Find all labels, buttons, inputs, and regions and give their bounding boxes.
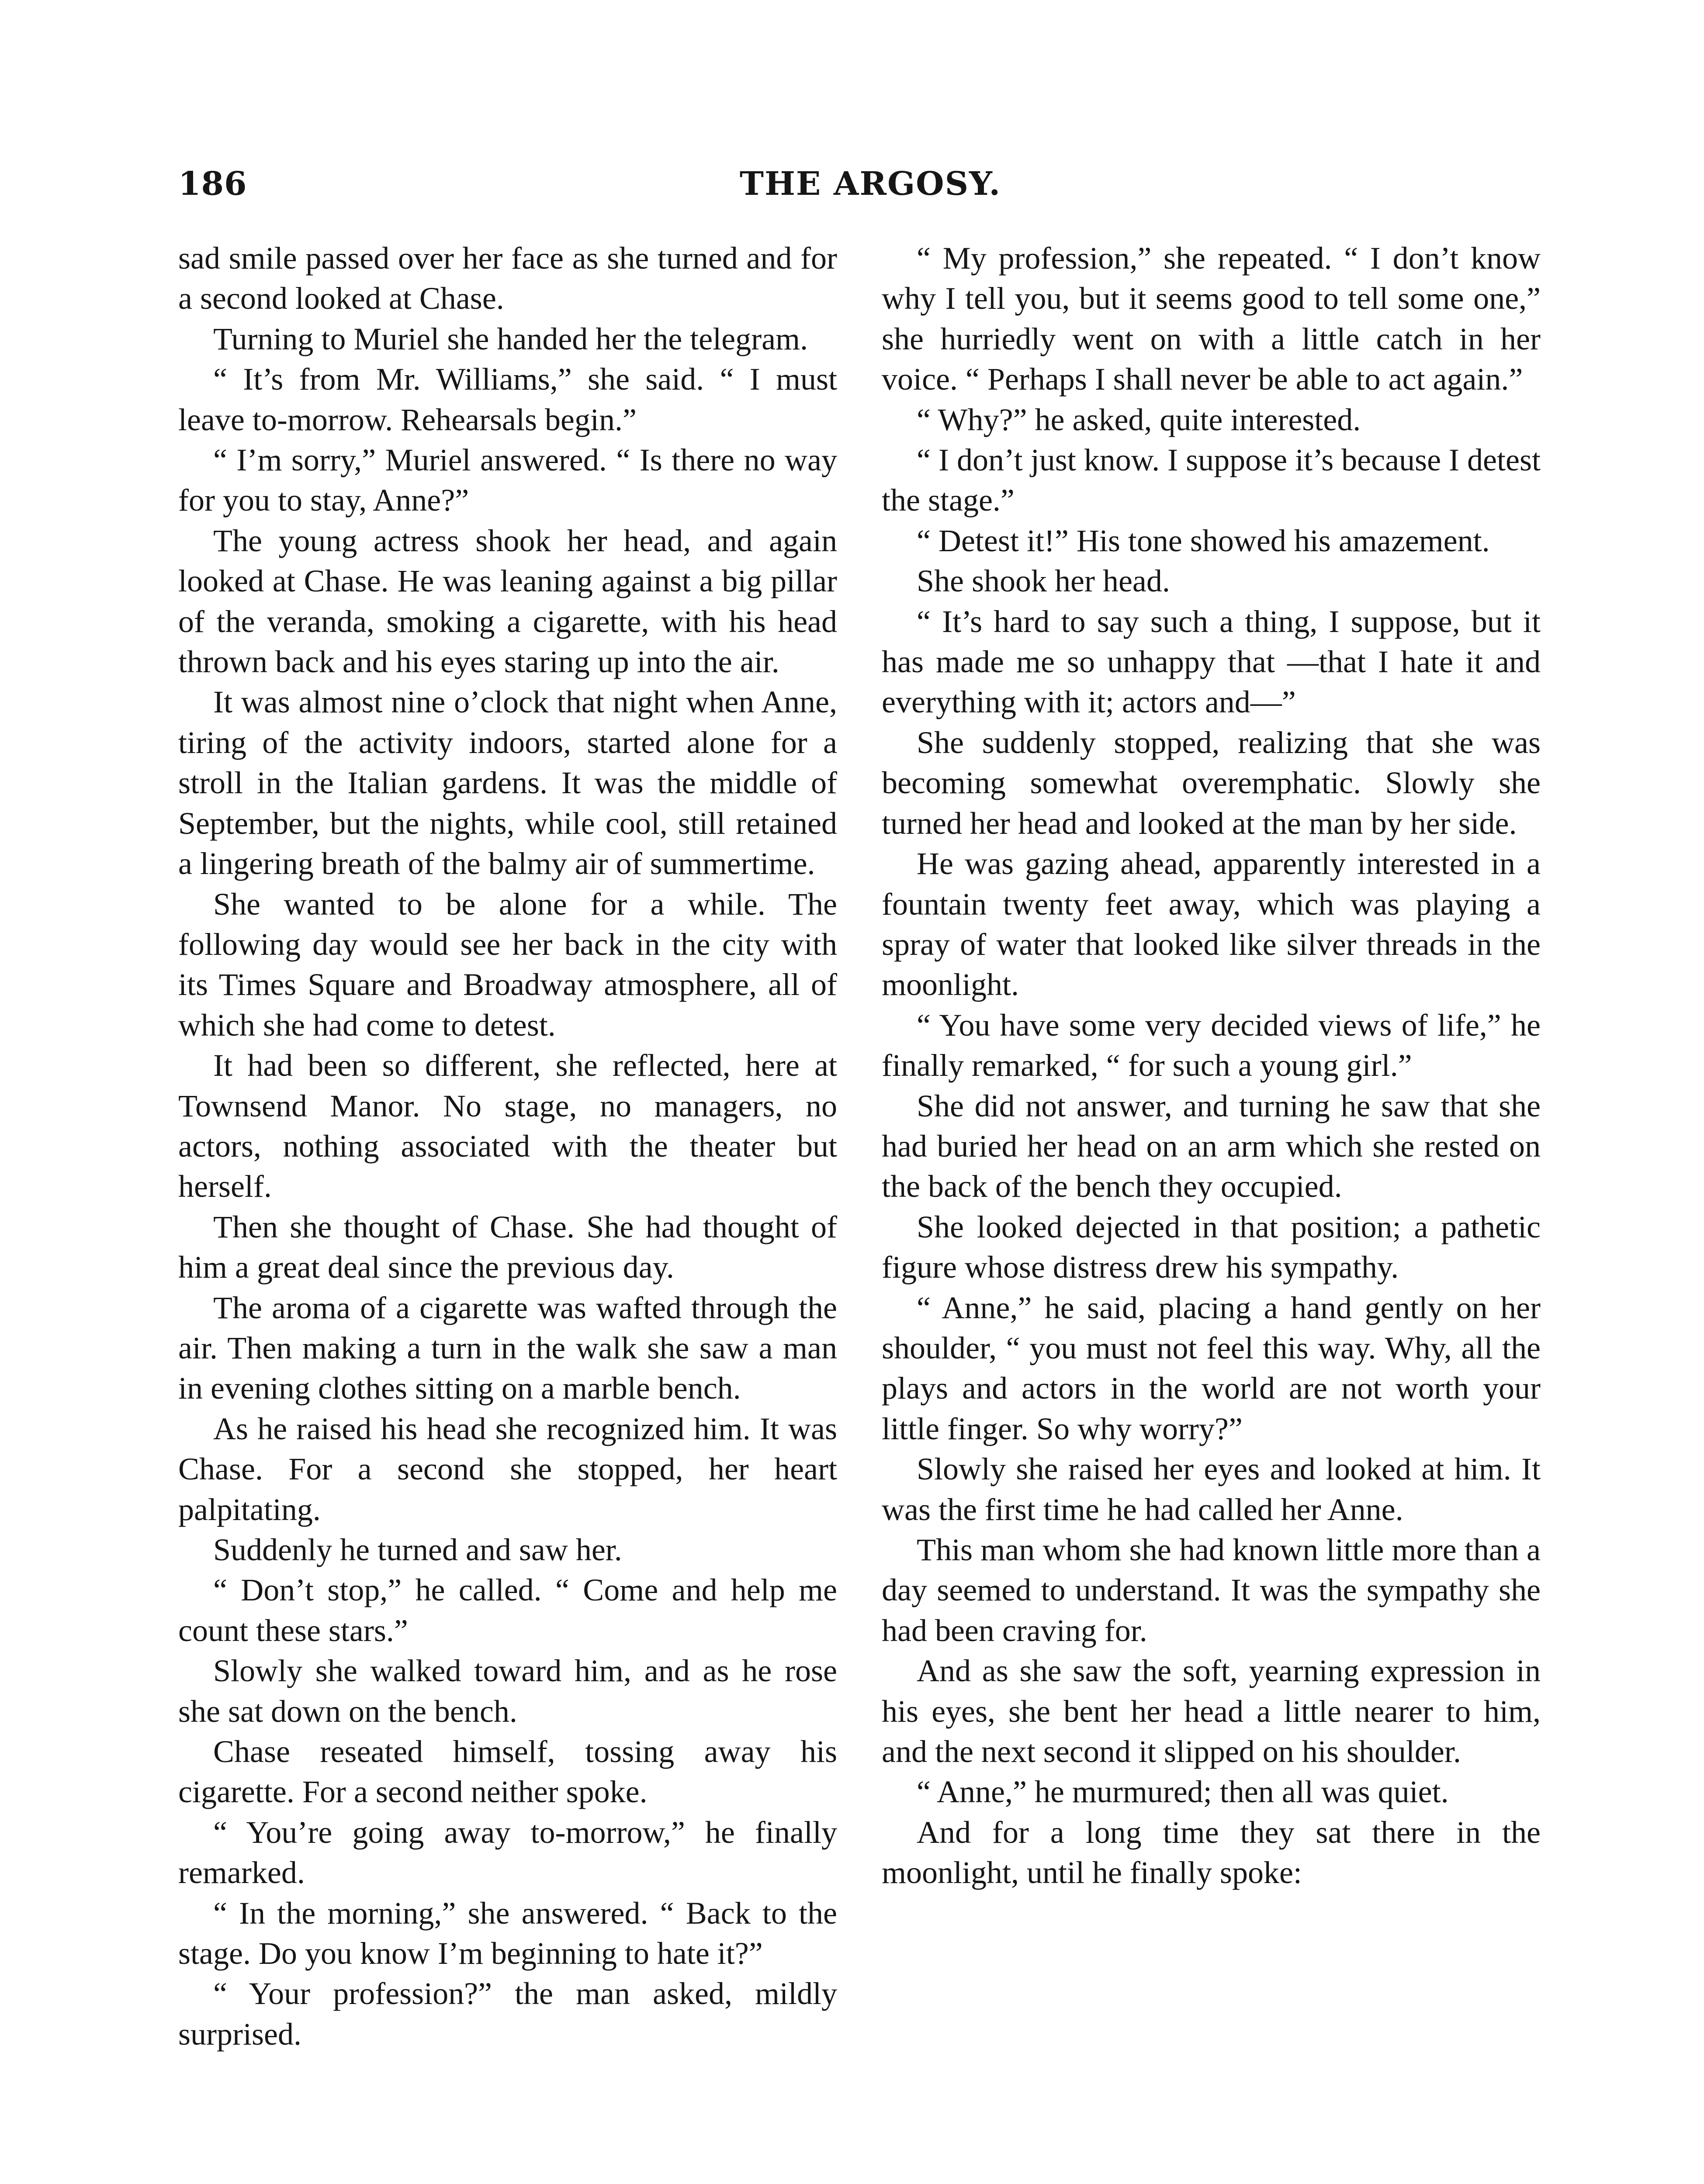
paragraph: She suddenly stopped, realizing that she was becoming somewhat overemphatic. Slowly she turned her head and looked at the man by her side. [882, 725, 1541, 841]
paragraph: She wanted to be alone for a while. The following day would see her back in the city with its Times Square and Broadway atmosphere, all of which she had come to detest. [178, 886, 837, 1043]
paragraph: She shook her head. [917, 563, 1170, 599]
paragraph: “ Detest it!” His tone showed his amazement. [917, 523, 1490, 558]
paragraph: Slowly she walked toward him, and as he rose she sat down on the bench. [178, 1653, 837, 1729]
paragraph: “ Why?” he asked, quite interested. [917, 402, 1361, 437]
paragraph: Turning to Muriel she handed her the telegram. [213, 321, 808, 356]
paragraph: “ I’m sorry,” Muriel answered. “ Is there no way for you to stay, Anne?” [178, 442, 837, 518]
page-number: 186 [178, 165, 247, 203]
right-column [882, 238, 1541, 1893]
paragraph: She looked dejected in that position; a pathetic figure whose distress drew his sympathy. [882, 1209, 1541, 1285]
paragraph: The aroma of a cigarette was wafted through the air. Then making a turn in the walk she saw a man in evening clothes sitting on a marble bench. [178, 1290, 837, 1406]
paragraph: “ I don’t just know. I suppose it’s because I detest the stage.” [882, 442, 1541, 518]
paragraph: He was gazing ahead, apparently interested in a fountain twenty feet away, which was playing a spray of water that looked like silver threads in the moonlight. [882, 846, 1541, 1002]
left-column [178, 238, 837, 2054]
paragraph: It had been so different, she reflected, here at Townsend Manor. No stage, no managers, no actors, nothing associated with the theater but herself. [178, 1048, 837, 1204]
paragraph: And for a long time they sat there in the moonlight, until he finally spoke: [882, 1814, 1541, 1890]
paragraph: “ Anne,” he murmured; then all was quiet. [917, 1774, 1449, 1810]
page-header [178, 165, 1562, 213]
paragraph: This man whom she had known little more than a day seemed to understand. It was the sympathy she had been craving for. [882, 1532, 1541, 1648]
paragraph: Chase reseated himself, tossing away his cigarette. For a second neither spoke. [178, 1734, 837, 1810]
paragraph: And as she saw the soft, yearning expression in his eyes, she bent her head a little nearer to him, and the next second it slipped on his shoulder. [882, 1653, 1541, 1769]
paragraph: Slowly she raised her eyes and looked at him. It was the first time he had called her Anne. [882, 1451, 1541, 1527]
paragraph: “ My profession,” she repeated. “ I don’t know why I tell you, but it seems good to tell some one,” she hurriedly went on with a little catch in her voice. “ Perhaps I shall never be able to act again.” [882, 241, 1541, 397]
paragraph: The young actress shook her head, and again looked at Chase. He was leaning against a big pillar of the veranda, smoking a cigarette, with his head thrown back and his eyes staring up into the air. [178, 523, 837, 680]
paragraph: “ Anne,” he said, placing a hand gently on her shoulder, “ you must not feel this way. Why, all the plays and actors in the world are not worth your little finger. So why worry?” [882, 1290, 1541, 1446]
paragraph: sad smile passed over her face as she turned and for a second looked at Chase. [178, 241, 837, 316]
paragraph: “ Your profession?” the man asked, mildly surprised. [178, 1976, 837, 2052]
paragraph: “ Don’t stop,” he called. “ Come and help me count these stars.” [178, 1572, 837, 1648]
paragraph: “ In the morning,” she answered. “ Back to the stage. Do you know I’m beginning to hate it?” [178, 1895, 837, 1971]
paragraph: As he raised his head she recognized him. It was Chase. For a second she stopped, her heart palpitating. [178, 1411, 837, 1527]
paragraph: “ You’re going away to-morrow,” he finally remarked. [178, 1814, 837, 1890]
running-head: THE ARGOSY. [739, 165, 1001, 203]
paragraph: Suddenly he turned and saw her. [213, 1532, 622, 1567]
paragraph: “ It’s hard to say such a thing, I suppose, but it has made me so unhappy that —that I hate it and everything with it; actors and—” [882, 604, 1541, 720]
paragraph: She did not answer, and turning he saw that she had buried her head on an arm which she rested on the back of the bench they occupied. [882, 1088, 1541, 1204]
paragraph: Then she thought of Chase. She had thought of him a great deal since the previous day. [178, 1209, 837, 1285]
paragraph: “ You have some very decided views of life,” he finally remarked, “ for such a young girl.” [882, 1007, 1541, 1083]
paragraph: “ It’s from Mr. Williams,” she said. “ I must leave to-morrow. Rehearsals begin.” [178, 362, 837, 437]
paragraph: It was almost nine o’clock that night when Anne, tiring of the activity indoors, started alone for a stroll in the Italian gardens. It was the middle of September, but the nights, while cool, still retained a lingering breath of the balmy air of summertime. [178, 684, 837, 881]
